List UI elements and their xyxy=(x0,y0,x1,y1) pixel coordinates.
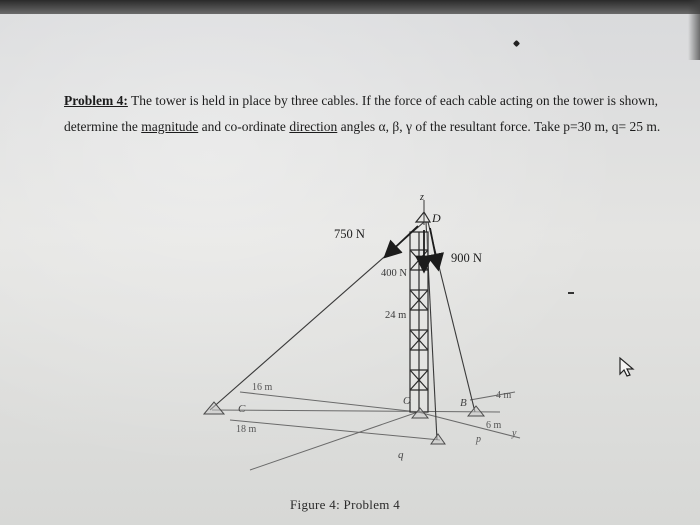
label-c: C xyxy=(238,403,246,415)
arrow-900 xyxy=(430,228,438,268)
x-axis-line xyxy=(250,412,418,470)
label-z: z xyxy=(420,192,424,203)
problem-text-1: The tower is held in place by three cables. If the force of each cable acting on the tower is shown, determine the xyxy=(64,93,659,134)
label-d: D xyxy=(432,211,441,225)
label-750: 750 N xyxy=(334,227,365,241)
support-c xyxy=(204,402,224,414)
problem-text-2: and co-ordinate xyxy=(198,119,290,134)
ground-line-c-o xyxy=(240,392,418,412)
label-24m: 24 m xyxy=(385,310,407,321)
label-6m: 6 m xyxy=(486,420,502,431)
ground-line-c-b xyxy=(212,410,500,412)
label-q: q xyxy=(398,449,404,461)
label-b: B xyxy=(460,397,467,409)
ground-line-left xyxy=(230,420,440,440)
problem-label: Problem 4: xyxy=(64,93,128,108)
problem-text-3: angles α, β, γ of the resultant force. Take p=30 m, q= 25 m. xyxy=(337,119,661,134)
label-y: y xyxy=(512,428,517,439)
label-18m: 18 m xyxy=(236,424,257,435)
label-400: 400 N xyxy=(381,268,407,279)
ground-axes xyxy=(212,392,520,470)
label-16m: 16 m xyxy=(252,382,273,393)
support-b xyxy=(468,406,484,416)
figure-caption: Figure 4: Problem 4 xyxy=(290,497,401,512)
label-o: O xyxy=(403,395,411,407)
mouse-cursor-icon xyxy=(618,356,638,378)
problem-magnitude: magnitude xyxy=(141,119,199,134)
label-p: p xyxy=(476,434,481,445)
problem-direction: direction xyxy=(289,119,338,134)
tower xyxy=(410,212,430,412)
label-900: 900 N xyxy=(451,251,482,265)
label-4m: 4 m xyxy=(496,390,512,401)
